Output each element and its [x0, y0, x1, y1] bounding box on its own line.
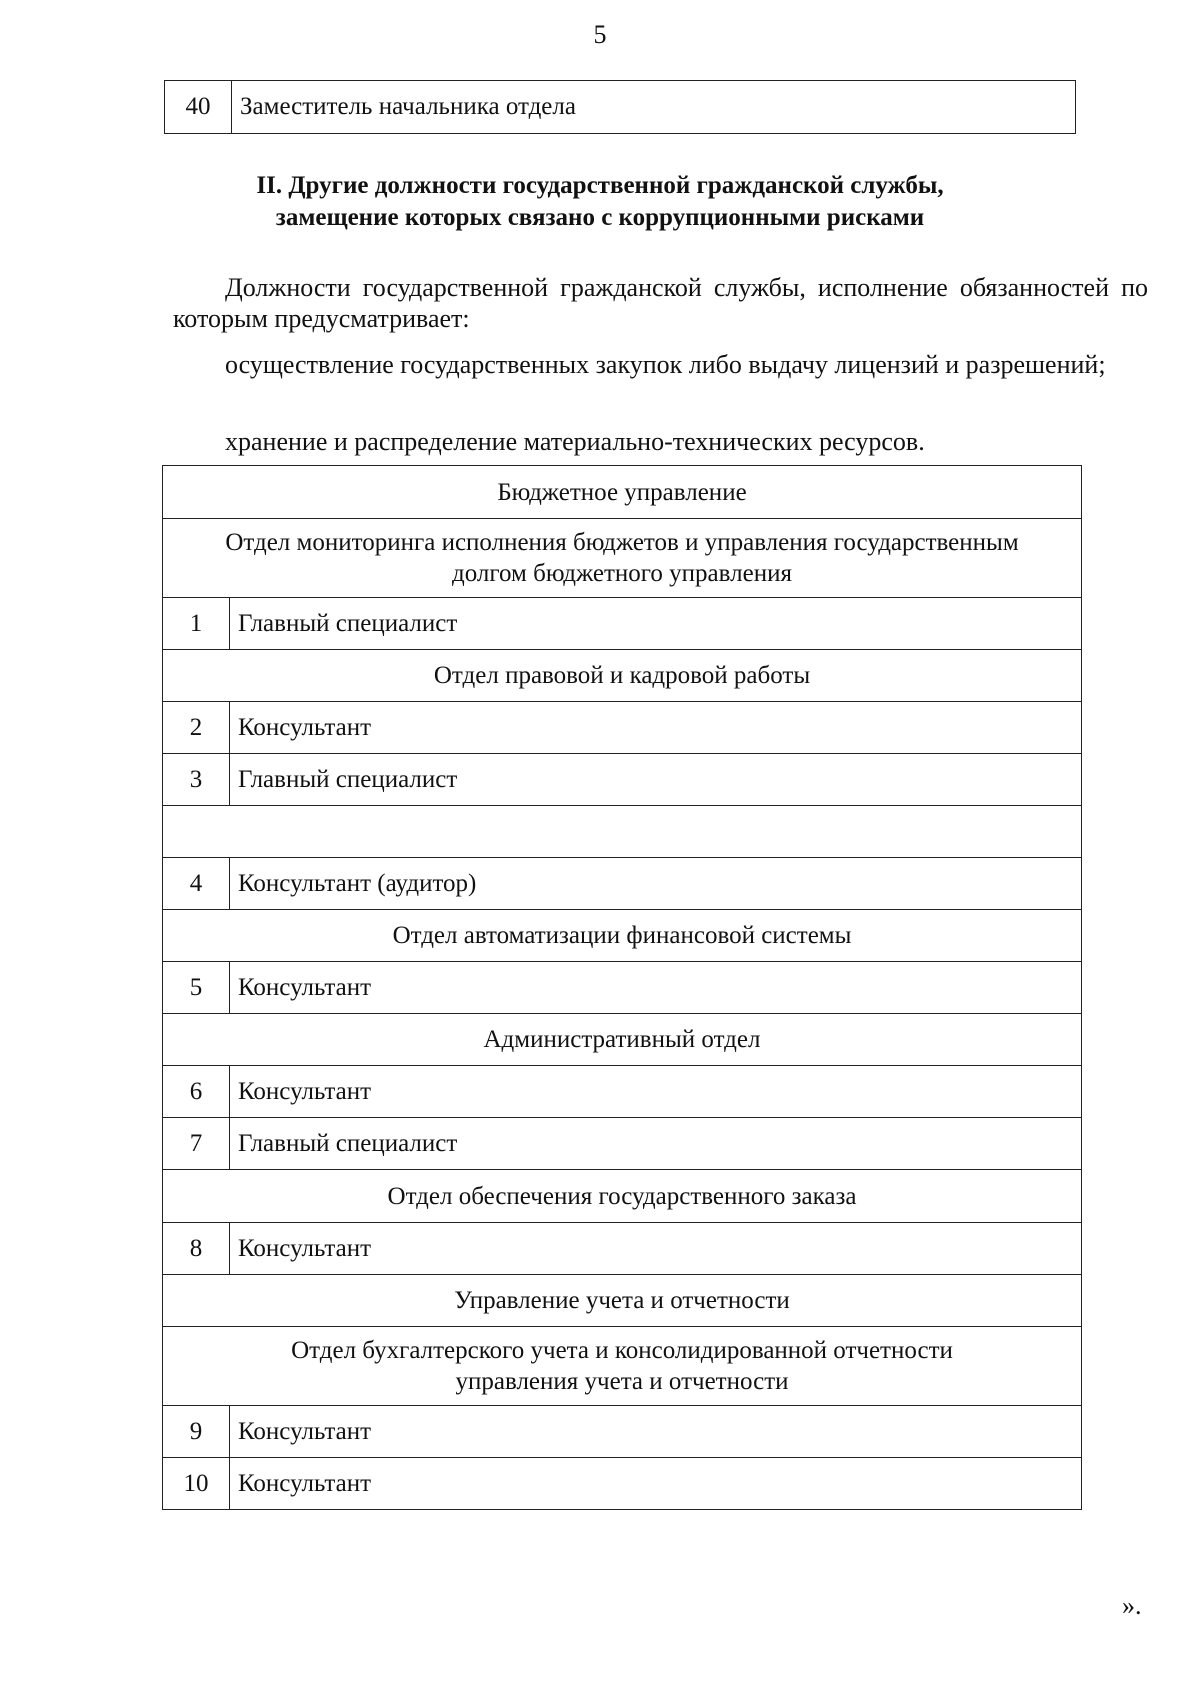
intro-paragraph: Должности государственной гражданской службы, исполнение обязанностей по которым предусматривает: [173, 273, 1148, 333]
department-header-line: Отдел бухгалтерского учета и консолидированной отчетности [291, 1337, 953, 1364]
department-header-row [163, 1275, 1082, 1327]
position-title: Заместитель начальника отдела [232, 81, 1076, 134]
row-number: 1 [163, 598, 230, 650]
position-title: Консультант (аудитор) [230, 858, 1082, 910]
empty-cell [163, 806, 1082, 858]
row-number: 2 [163, 702, 230, 754]
section-heading [0, 170, 1200, 234]
position-title: Консультант [230, 1406, 1082, 1458]
department-header-line: Отдел мониторинга исполнения бюджетов и управления государственным [225, 529, 1019, 556]
department-header [163, 1327, 1082, 1406]
positions-table [162, 465, 1082, 1510]
position-title: Главный специалист [230, 754, 1082, 806]
row-number: 3 [163, 754, 230, 806]
closing-quote: ». [1122, 1591, 1142, 1620]
department-header: Отдел правовой и кадровой работы [163, 650, 1082, 702]
row-number: 4 [163, 858, 230, 910]
section-heading-line2: замещение которых связано с коррупционными рисками [275, 204, 925, 231]
department-header: Административный отдел [163, 1014, 1082, 1066]
department-header-row [163, 910, 1082, 962]
row-number: 9 [163, 1406, 230, 1458]
row-number: 5 [163, 962, 230, 1014]
department-header-row [163, 650, 1082, 702]
department-header-row [163, 519, 1082, 598]
department-header: Бюджетное управление [163, 466, 1082, 519]
department-header-line: управления учета и отчетности [455, 1368, 789, 1395]
position-title: Консультант [230, 1223, 1082, 1275]
table-row [163, 598, 1082, 650]
table-row [163, 962, 1082, 1014]
department-header-line: долгом бюджетного управления [452, 560, 792, 587]
row-number: 10 [163, 1458, 230, 1510]
department-header-row [163, 1327, 1082, 1406]
position-title: Главный специалист [230, 1118, 1082, 1170]
row-number: 7 [163, 1118, 230, 1170]
position-title: Консультант [230, 702, 1082, 754]
section-heading-line1: II. Другие должности государственной гражданской службы, [256, 172, 944, 199]
table-row [163, 1458, 1082, 1510]
department-header-row [163, 466, 1082, 519]
table-row [163, 1406, 1082, 1458]
paragraph-item-2: хранение и распределение материально-технических ресурсов. [225, 427, 925, 456]
row-number: 8 [163, 1223, 230, 1275]
table-row [163, 1118, 1082, 1170]
empty-row [163, 806, 1082, 858]
row-number: 6 [163, 1066, 230, 1118]
position-title: Консультант [230, 1066, 1082, 1118]
table-row [163, 754, 1082, 806]
page-number: 5 [593, 20, 607, 49]
table-row [163, 1066, 1082, 1118]
table-row [165, 81, 1076, 134]
department-header-row [163, 1014, 1082, 1066]
top-table [164, 80, 1076, 134]
position-title: Главный специалист [230, 598, 1082, 650]
table-row [163, 1223, 1082, 1275]
department-header: Отдел автоматизации финансовой системы [163, 910, 1082, 962]
table-row [163, 702, 1082, 754]
position-title: Консультант [230, 962, 1082, 1014]
position-title: Консультант [230, 1458, 1082, 1510]
table-row [163, 858, 1082, 910]
department-header: Отдел обеспечения государственного заказа [163, 1170, 1082, 1223]
row-number: 40 [165, 81, 232, 134]
department-header-row [163, 1170, 1082, 1223]
department-header [163, 519, 1082, 598]
department-header: Управление учета и отчетности [163, 1275, 1082, 1327]
paragraph-item-1: осуществление государственных закупок либо выдачу лицензий и разрешений; [225, 350, 1106, 379]
